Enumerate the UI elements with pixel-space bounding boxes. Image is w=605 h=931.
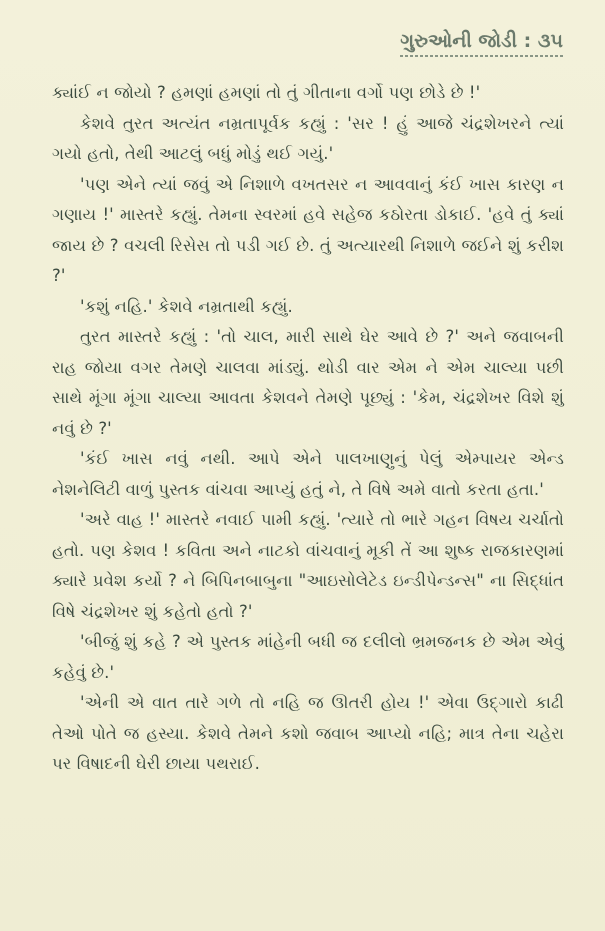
- paragraph: 'પણ એને ત્યાં જવું એ નિશાળે વખતસર ન આવવાનું કંઈ ખાસ કારણ ન ગણાય !' માસ્તરે કહ્યું. તેમના સ્વરમાં હવે સહેજ કઠોરતા ડોકાઈ. 'હવે તું ક્યાં જાય છે ? વચલી રિસેસ તો પડી ગઈ છે. તું અત્યારથી નિશાળે જઈને શું કરીશ ?': [52, 174, 564, 285]
- running-head: [400, 30, 563, 57]
- paragraph: 'કંઈ ખાસ નવું નથી. આપે એને પાલખાણુનું પેલું એમ્પાયર એન્ડ નેશનેલિટી વાળું પુસ્તક વાંચવા આપ્યું હતું ને, તે વિષે અમે વાતો કરતા હતા.': [52, 449, 564, 499]
- paragraph: 'કશું નહિ.' કેશવે નમ્રતાથી કહ્યું.: [80, 296, 293, 316]
- paragraph: 'અરે વાહ !' માસ્તરે નવાઈ પામી કહ્યું. 'ત્યારે તો ભારે ગહન વિષય ચર્ચાતો હતો. પણ કેશવ ! કવિતા અને નાટકો વાંચવાનું મૂકી તેં આ શુષ્ક રાજકારણમાં ક્યારે પ્રવેશ કર્યો ? ને બિપિનબાબુના "આઇસોલેટેડ ઇન્ડીપેન્ડન્સ" ના સિદ્ધાંત વિષે ચંદ્રશેખર શું કહેતો હતો ?': [52, 510, 564, 621]
- paragraph-continued: ક્યાંઈ ન જોયો ? હમણાં હમણાં તો તું ગીતાના વર્ગો પણ છોડે છે !': [52, 83, 481, 102]
- running-head-rule: [400, 55, 563, 57]
- paragraph: 'એની એ વાત તારે ગળે તો નહિ જ ઊતરી હોય !' એવા ઉદ્ગારો કાઢી તેઓ પોતે જ હસ્યા. કેશવે તેમને કશો જવાબ આપ્યો નહિ; માત્ર તેના ચહેરા પર વિષાદની ઘેરી છાયા પથરાઈ.: [52, 693, 564, 773]
- paragraph: તુરત માસ્તરે કહ્યું : 'તો ચાલ, મારી સાથે ઘેર આવે છે ?' અને જવાબની રાહ જોયા વગર તેમણે ચાલવા માંડ્યું. થોડી વાર એમ ને એમ ચાલ્યા પછી સાથે મૂંગા મૂંગા ચાલ્યા આવતા કેશવને તેમણે પૂછ્યું : 'કેમ, ચંદ્રશેખર વિશે શું નવું છે ?': [52, 327, 564, 438]
- body-text: [52, 78, 564, 780]
- paragraph: કેશવે તુરત અત્યંત નમ્રતાપૂર્વક કહ્યું : 'સર ! હું આજે ચંદ્રશેખરને ત્યાં ગયો હતો, તેથી આટલું બધું મોડું થઈ ગયું.': [52, 113, 564, 163]
- running-head-text: ગુરુઓની જોડી : ૩૫: [400, 30, 563, 52]
- paragraph: 'બીજું શું કહે ? એ પુસ્તક માંહેની બધી જ દલીલો ભ્રમજનક છે એમ એવું કહેવું છે.': [52, 632, 564, 682]
